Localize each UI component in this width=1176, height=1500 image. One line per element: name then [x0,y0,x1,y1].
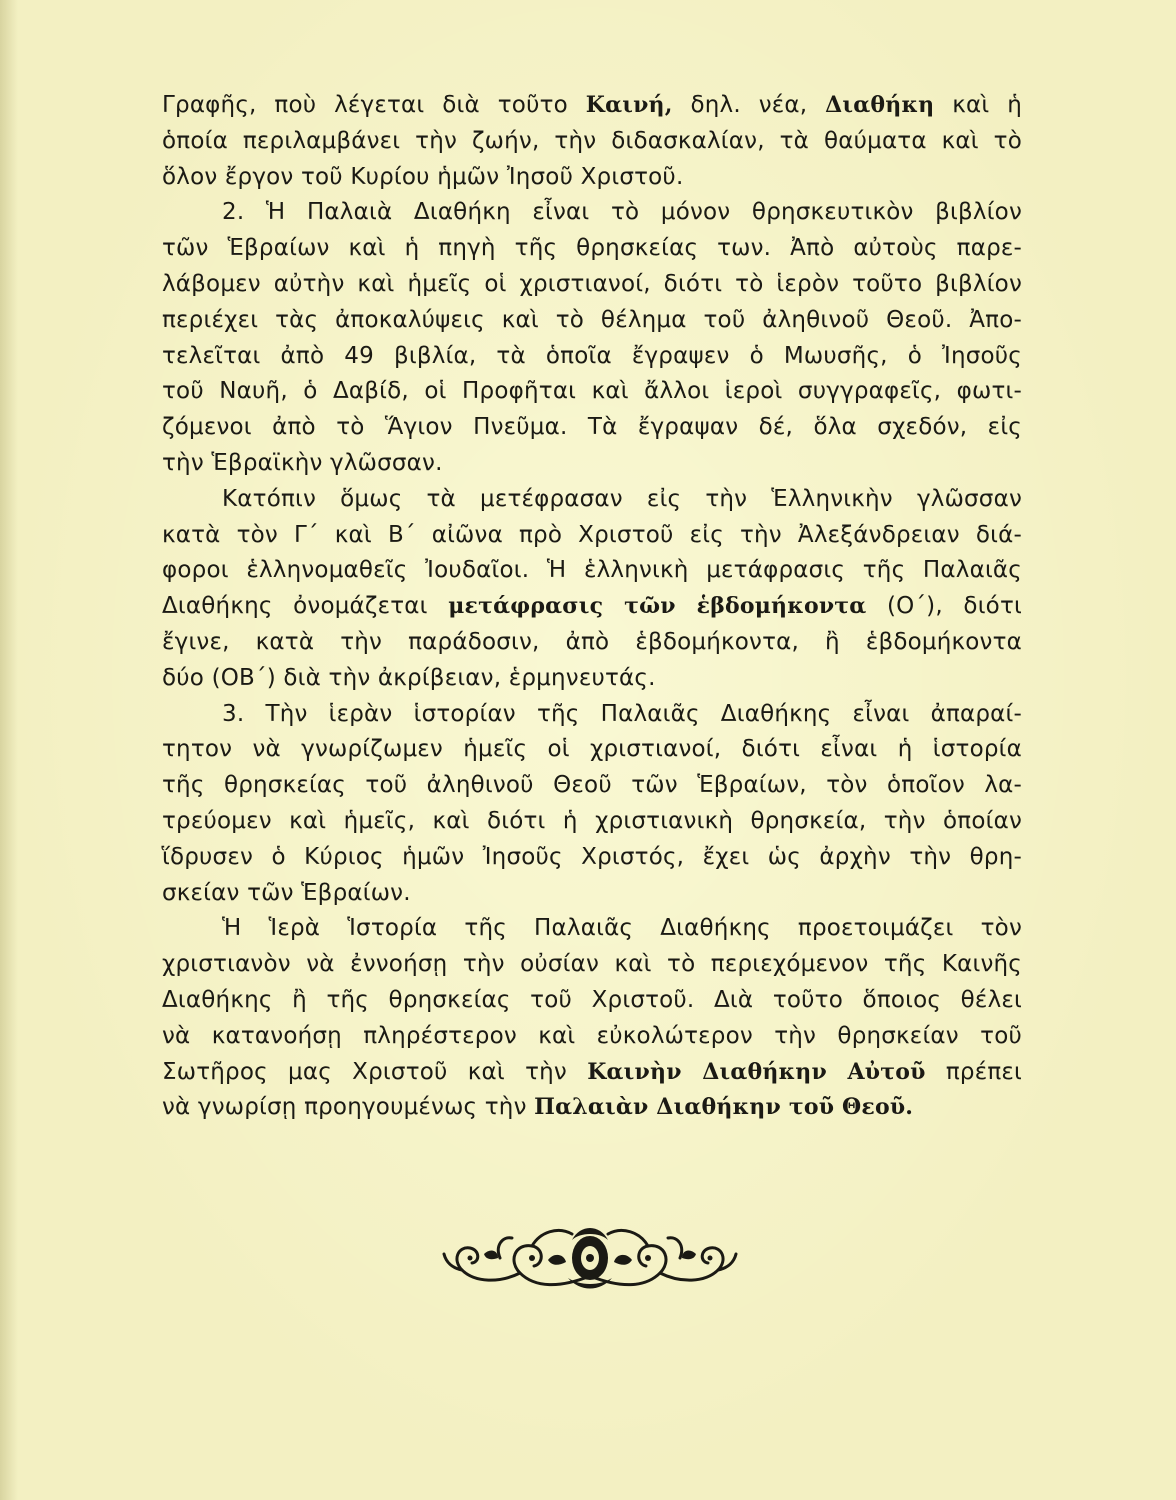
text-run: τελεῖται ἀπὸ 49 βιβλία, τὰ ὁποῖα ἔγραψεν ὁ Μωυσῆς, ὁ Ἰησοῦς [162,342,1022,369]
text-line [162,1019,1022,1055]
text-run: περιέχει τὰς ἀποκαλύψεις καὶ τὸ θέλημα τοῦ ἀληθινοῦ Θεοῦ. Ἀπο- [162,306,1022,333]
text-run: ἔγινε, κατὰ τὴν παράδοσιν, ἀπὸ ἑβδομήκοντα, ἢ ἑβδομήκοντα [162,628,1022,655]
text-line [162,768,1022,804]
text-line [162,625,1022,661]
text-line [162,804,1022,840]
text-run: χριστιανὸν νὰ ἐννοήσῃ τὴν οὐσίαν καὶ τὸ περιεχόμενον τῆς Καινῆς [162,951,1022,978]
text-run: ζόμενοι ἀπὸ τὸ Ἅγιον Πνεῦμα. Τὰ ἔγραψαν δέ, ὅλα σχεδόν, εἰς [162,414,1022,441]
text-line [162,446,1022,482]
text-run: ὁποία περιλαμβάνει τὴν ζωήν, τὴν διδασκαλίαν, τὰ θαύματα καὶ τὸ [162,127,1022,154]
text-run: 3. Τὴν ἱερὰν ἱστορίαν τῆς Παλαιᾶς Διαθήκης εἶναι ἀπαραί- [222,700,1022,727]
text-run: δηλ. νέα, [672,92,826,118]
text-line [162,267,1022,303]
text-run: Σωτῆρος μας Χριστοῦ καὶ τὴν [162,1058,588,1085]
text-run: 2. Ἡ Παλαιὰ Διαθήκη εἶναι τὸ μόνον θρησκευτικὸν βιβλίον [222,199,1022,226]
bold-term: Διαθήκη [825,92,935,118]
text-run: Διαθήκης ὀνομάζεται [162,593,449,620]
text-run: τρεύομεν καὶ ἡμεῖς, καὶ διότι ἡ χριστιανικὴ θρησκεία, τὴν ὁποίαν [162,807,1022,834]
text-line [162,339,1022,375]
text-run: Κατόπιν ὅμως τὰ μετέφρασαν εἰς τὴν Ἑλληνικὴν γλῶσσαν [222,485,1022,512]
text-run: τῶν Ἑβραίων καὶ ἡ πηγὴ τῆς θρησκείας των. Ἀπὸ αὐτοὺς παρε- [162,235,1022,262]
text-line [162,124,1022,160]
text-run: Διαθήκης ἢ τῆς θρησκείας τοῦ Χριστοῦ. Διὰ τοῦτο ὅποιος θέλει [162,986,1022,1013]
text-line [162,410,1022,446]
text-run: τὴν Ἑβραϊκὴν γλῶσσαν. [162,449,443,476]
text-run: Ἡ Ἱερὰ Ἱστορία τῆς Παλαιᾶς Διαθήκης προετοιμάζει τὸν [222,915,1022,942]
bold-term: μετάφρασις τῶν ἑβδομήκοντα [448,593,867,620]
text-line [162,697,1022,733]
text-run: νὰ γνωρίσῃ προηγουμένως τὴν [162,1094,535,1121]
bold-term: Καινὴν Διαθήκην Αὐτοῦ [587,1058,926,1085]
text-line [162,947,1022,983]
text-run: πρέπει [925,1058,1022,1085]
floral-ornament-icon [440,1218,740,1300]
bold-term: Καινή, [585,92,673,118]
text-line [162,911,1022,947]
bold-term: Παλαιὰν Διαθήκην τοῦ Θεοῦ. [534,1094,914,1121]
text-run: ὅλον ἔργον τοῦ Κυρίου ἡμῶν Ἰησοῦ Χριστοῦ. [162,163,684,190]
text-line [162,303,1022,339]
text-run: κατὰ τὸν Γ΄ καὶ Β΄ αἰῶνα πρὸ Χριστοῦ εἰς τὴν Ἀλεξάνδρειαν διά- [162,521,1022,548]
text-line [162,231,1022,267]
text-line [162,661,1022,697]
text-line [162,876,1022,912]
text-line [162,160,1022,196]
text-line [162,482,1022,518]
page-edge-shadow [0,0,18,1500]
text-line [162,1055,1022,1091]
text-run: λάβομεν αὐτὴν καὶ ἡμεῖς οἱ χριστιανοί, διότι τὸ ἱερὸν τοῦτο βιβλίον [162,270,1022,297]
text-run: τῆς θρησκείας τοῦ ἀληθινοῦ Θεοῦ τῶν Ἑβραίων, τὸν ὁποῖον λα- [162,772,1022,799]
text-line [162,195,1022,231]
text-run: δύο (ΟΒ΄) διὰ τὴν ἀκρίβειαν, ἑρμηνευτάς. [162,664,656,691]
text-line [162,518,1022,554]
body-text [162,88,1022,1126]
text-run: τητον νὰ γνωρίζωμεν ἡμεῖς οἱ χριστιανοί, διότι εἶναι ἡ ἱστορία [162,736,1022,763]
text-run: σκείαν τῶν Ἑβραίων. [162,879,411,906]
text-run: καὶ ἡ [934,92,1022,118]
text-run: νὰ κατανοήσῃ πληρέστερον καὶ εὐκολώτερον τὴν θρησκείαν τοῦ [162,1022,1022,1049]
text-line [162,589,1022,625]
text-line [162,1090,1022,1126]
text-run: ἵδρυσεν ὁ Κύριος ἡμῶν Ἰησοῦς Χριστός, ἔχει ὡς ἀρχὴν τὴν θρη- [162,843,1022,870]
text-run: Γραφῆς, ποὺ λέγεται διὰ τοῦτο [162,92,586,118]
text-line [162,553,1022,589]
text-line [162,840,1022,876]
text-line [162,983,1022,1019]
text-run: φοροι ἑλληνομαθεῖς Ἰουδαῖοι. Ἡ ἑλληνικὴ μετάφρασις τῆς Παλαιᾶς [162,557,1022,584]
text-run: τοῦ Ναυῆ, ὁ Δαβίδ, οἱ Προφῆται καὶ ἄλλοι ἱεροὶ συγγραφεῖς, φωτι- [162,378,1022,405]
text-line [162,732,1022,768]
text-run: (Ο΄), διότι [866,593,1022,620]
text-line [162,374,1022,410]
text-line [162,88,1022,124]
